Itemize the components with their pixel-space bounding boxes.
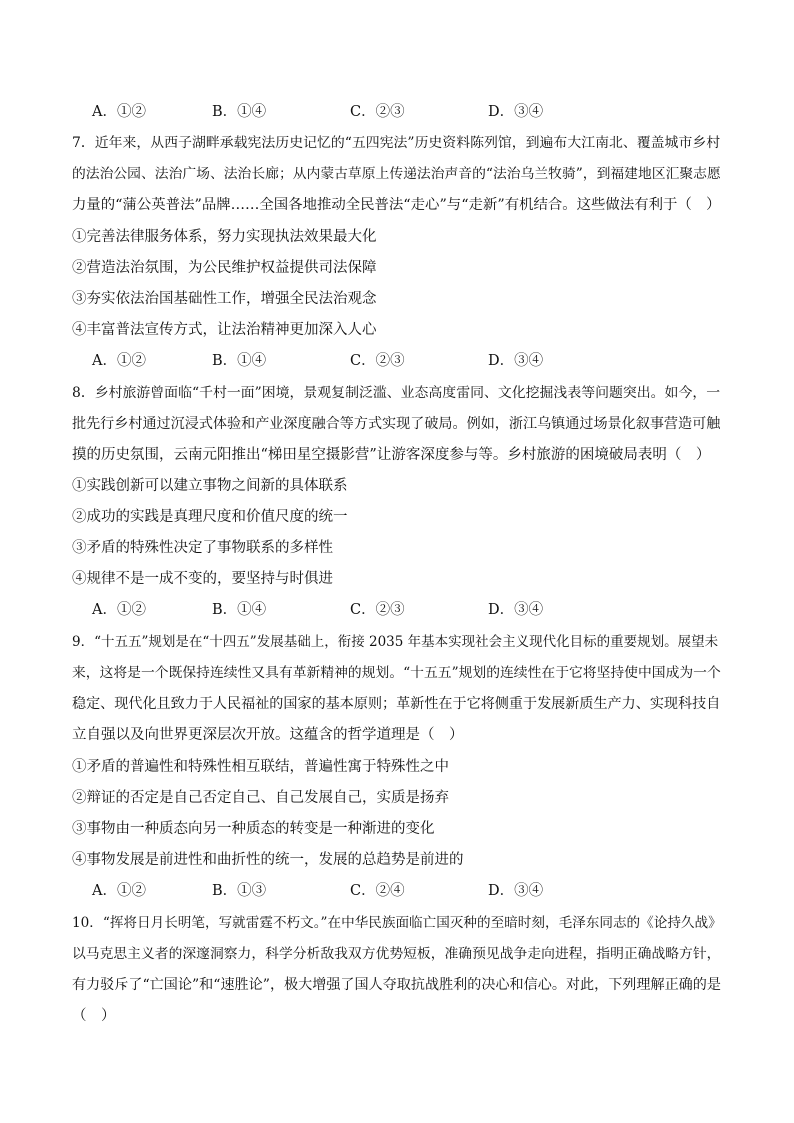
q7-stem-line: 7．近年来，从西子湖畔承载宪法历史记忆的“五四宪法”历史资料陈列馆，到遍布大江南北、覆盖城市乡村 [72,135,721,151]
option-b: B．①④ [212,353,267,369]
q7-statement-2: ②营造法治氛围，为公民维护权益提供司法保障 [72,260,377,276]
q8-statement-2: ②成功的实践是真理尺度和价值尺度的统一 [72,509,348,525]
option-d: D．③④ [488,883,544,899]
option-c: C．②④ [350,883,405,899]
q7-stem-line: 的法治公园、法治广场、法治长廊；从内蒙古草原上传递法治声音的“法治乌兰牧骑”，到福建地区汇聚志愿 [72,166,721,182]
q10-stem-line: 有力驳斥了“亡国论”和“速胜论”，极大增强了国人夺取抗战胜利的决心和信心。对此，下列理解正确的是 [72,977,721,993]
option-a: A．①② [92,353,146,369]
option-c: C．②③ [350,104,405,120]
q10-stem-line: 10．“挥将日月长明笔，写就雷霆不朽文。”在中华民族面临亡国灭种的至暗时刻，毛泽东同志的《论持久战》 [72,915,722,931]
q8-stem-line: 摸的历史氛围，云南元阳推出“梯田星空摄影营”让游客深度参与等。乡村旅游的困境破局表明（ ） [72,447,711,463]
q9-statement-1: ①矛盾的普遍性和特殊性相互联结，普遍性寓于特殊性之中 [72,759,449,775]
q9-stem-line: 稳定、现代化且致力于人民福祉的国家的基本原则；革新性在于它将侧重于发展新质生产力、实现科技自 [72,696,721,712]
q8-statement-4: ④规律不是一成不变的，要坚持与时俱进 [72,571,333,587]
q10-stem-line: 以马克思主义者的深邃洞察力，科学分析敌我双方优势短板，准确预见战争走向进程，指明正确战略方针， [72,946,721,962]
option-d: D．③④ [488,353,544,369]
option-a: A．①② [92,602,146,618]
q9-stem-line: 立自强以及向世界更深层次开放。这蕴含的哲学道理是（ ） [72,727,464,743]
q7-statement-3: ③夯实依法治国基础性工作，增强全民法治观念 [72,291,377,307]
q8-statement-3: ③矛盾的特殊性决定了事物联系的多样性 [72,540,333,556]
q8-stem-line: 批先行乡村通过沉浸式体验和产业深度融合等方式实现了破局。例如，浙江乌镇通过场景化叙事营造可触 [72,416,721,432]
q7-stem-line: 力量的“蒲公英普法”品牌……全国各地推动全民普法“走心”与“走新”有机结合。这些做法有利于（ ） [72,197,721,213]
option-d: D．③④ [488,602,544,618]
option-b: B．①④ [212,602,267,618]
q9-statement-4: ④事物发展是前进性和曲折性的统一，发展的总趋势是前进的 [72,852,464,868]
option-b: B．①④ [212,104,267,120]
q9-stem-line: 9．“十五五”规划是在“十四五”发展基础上，衔接 2035 年基本实现社会主义现代化目标的重要规划。展望未 [72,634,719,650]
q9-statement-3: ③事物由一种质态向另一种质态的转变是一种渐进的变化 [72,821,435,837]
q8-stem-line: 8．乡村旅游曾面临“千村一面”困境，景观复制泛滥、业态高度雷同、文化挖掘浅表等问题突出。如今，一 [72,385,721,401]
option-a: A．①② [92,883,146,899]
q9-stem-line: 来，这将是一个既保持连续性又具有革新精神的规划。“十五五”规划的连续性在于它将坚持使中国成为一个 [72,665,721,681]
q7-statement-4: ④丰富普法宣传方式，让法治精神更加深入人心 [72,322,377,338]
q9-statement-2: ②辩证的否定是自己否定自己、自己发展自己，实质是扬弃 [72,790,449,806]
option-a: A．①② [92,104,146,120]
q10-stem-line: （ ） [72,1008,116,1024]
q8-statement-1: ①实践创新可以建立事物之间新的具体联系 [72,478,348,494]
q7-statement-1: ①完善法律服务体系，努力实现执法效果最大化 [72,229,377,245]
option-c: C．②③ [350,353,405,369]
option-c: C．②③ [350,602,405,618]
option-d: D．③④ [488,104,544,120]
option-b: B．①③ [212,883,267,899]
